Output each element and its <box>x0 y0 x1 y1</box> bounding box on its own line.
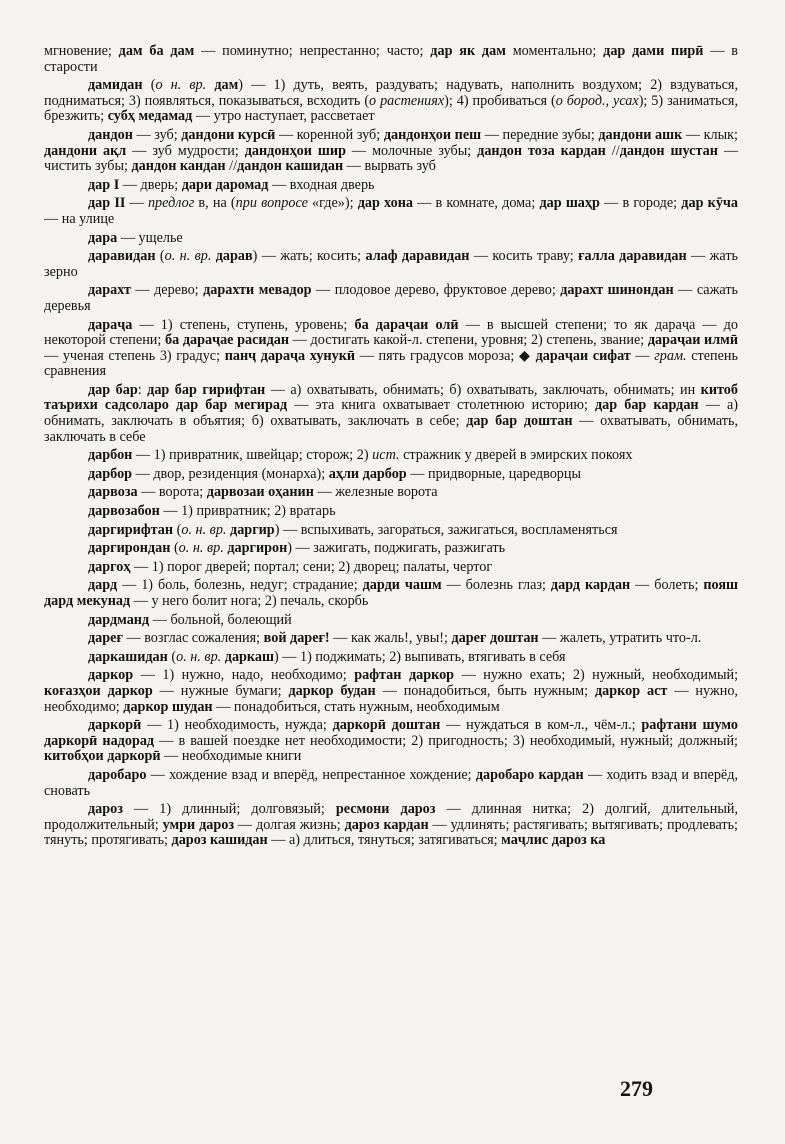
definition-text: — у него болит нога; 2) печаль, скорбь <box>130 593 369 609</box>
definition-text: — клык; <box>682 126 738 143</box>
definition-text: — больной, болеющий <box>149 611 292 628</box>
definition-text: — утро наступает, рассветает <box>192 108 375 125</box>
headword-text: дараҷа <box>88 316 133 333</box>
definition-text: — 1) длинный; долговязый; <box>122 801 336 818</box>
definition-text: // <box>225 158 238 175</box>
definition-text: — в высшей степени; то як дараҷа — до некоторой степени; <box>44 316 738 349</box>
definition-text: — ворота; <box>137 484 207 501</box>
headword-text: даравидан <box>88 248 156 265</box>
definition-text: — в городе; <box>599 195 682 212</box>
headword-text: даргирон <box>227 540 288 557</box>
definition-text: — понадобиться, быть нужным; <box>375 682 595 699</box>
definition-text: — поминутно; непрестанно; часто; <box>194 43 431 59</box>
headword-text: дард кардан <box>550 577 631 594</box>
definition-text: — вырвать зуб <box>343 158 436 175</box>
dictionary-entry <box>44 541 738 557</box>
headword-text: дарбор <box>88 465 133 482</box>
definition-text: ) — вспыхивать, загораться, зажигаться, воспламеняться <box>274 521 618 538</box>
headword-text: дарди чашм <box>362 577 442 594</box>
headword-text: ресмони дароз <box>335 801 436 818</box>
headword-text: дандони ашк <box>598 126 683 143</box>
headword-text: дареғ <box>88 630 123 647</box>
headword-text: маҷлис дароз ка <box>501 832 606 849</box>
dictionary-entry <box>44 802 738 849</box>
headword-text: коғазҳои даркор <box>44 682 153 699</box>
headword-text: дар шаҳр <box>539 195 600 212</box>
headword-text: дардманд <box>88 611 150 628</box>
dictionary-entry <box>44 668 738 715</box>
headword-text: дандон <box>88 126 133 143</box>
dictionary-entry <box>44 768 738 799</box>
headword-text: дамидан <box>88 77 143 94</box>
headword-text: дар I <box>88 176 120 193</box>
headword-text: ғалла даравидан <box>578 248 687 265</box>
definition-text: — удлинять; растягивать; вытягивать; продлевать; тянуть; протягивать; <box>44 816 738 849</box>
page-number: 279 <box>620 1076 653 1101</box>
definition-text: — чистить зубы; <box>44 142 739 175</box>
grammar-note: при вопросе <box>235 195 308 212</box>
headword-text: даргир <box>230 521 275 538</box>
headword-text: ба дараҷаи олӣ <box>354 316 459 333</box>
definition-text: степень сравнения <box>44 347 738 380</box>
headword-text: даркорӣ доштан <box>332 717 441 734</box>
dictionary-entry <box>44 249 738 280</box>
headword-text: рафтани шумо даркорӣ надорад <box>44 717 739 749</box>
headword-text: дандони ақл <box>44 142 127 159</box>
definition-text: — а) обнимать, заключать в объятия; б) охватывать, заключать в себе; <box>44 397 738 430</box>
headword-text: дараҷаи илмӣ <box>647 332 739 349</box>
headword-text: дарахти мевадор <box>203 282 312 299</box>
headword-text: дарав <box>215 248 253 265</box>
definition-text: ) — жать; косить; <box>252 248 366 265</box>
definition-text: — 1) привратник, швейцар; сторож; 2) <box>132 447 373 464</box>
definition-text: мгновение; <box>44 43 119 59</box>
dictionary-entry <box>44 196 738 227</box>
definition-text: — понадобиться, стать нужным, необходимым <box>212 698 500 715</box>
headword-text: субҳ медамад <box>107 108 193 125</box>
headword-text: дареғ доштан <box>451 630 539 647</box>
definition-text: ) — 1) дуть, веять, раздувать; надувать, наполнить воздухом; 2) вздуваться, подниматься; 3) появляться, показываться, всходить ( <box>44 77 739 109</box>
definition-text: моментально; <box>505 43 604 59</box>
definition-text: — 1) боль, болезнь, недуг; страдание; <box>117 577 363 594</box>
grammar-note: о бород., усах <box>555 92 639 109</box>
headword-text: дар бар <box>88 381 138 398</box>
definition-text: — дерево; <box>130 282 204 299</box>
dictionary-entry <box>44 231 738 247</box>
definition-text: — двор, резиденция (монарха); <box>132 465 329 482</box>
headword-text: дароз кардан <box>344 816 429 833</box>
headword-text: даробаро кардан <box>475 766 584 783</box>
headword-text: дандони курсӣ <box>181 126 276 143</box>
definition-text: — ущелье <box>117 229 183 246</box>
definition-text: — в старости <box>44 43 738 75</box>
definition-text: — долгая жизнь; <box>234 816 345 833</box>
definition-text: — длинная нитка; 2) долгий, длительный, продолжительный; <box>44 801 738 833</box>
headword-text: алаф даравидан <box>365 248 470 265</box>
headword-text: китоб таърихи садсоларо дар бар мегирад <box>44 381 738 414</box>
headword-text: рафтан даркор <box>354 667 455 684</box>
headword-text: дар хона <box>357 195 413 212</box>
definition-text: — входная дверь <box>268 176 375 193</box>
headword-text: китобҳои даркорӣ <box>44 748 161 765</box>
definition-text: — болезнь глаз; <box>441 577 551 594</box>
definition-text: — жать зерно <box>44 248 738 280</box>
definition-text: — 1) нужно, надо, необходимо; <box>133 667 355 684</box>
headword-text: дам ба дам <box>118 43 195 59</box>
headword-text: дарвоза <box>88 484 138 501</box>
definition-text: ( <box>155 248 165 265</box>
headword-text: дандон кандан <box>131 158 226 175</box>
definition-text: ); 4) пробиваться ( <box>444 92 556 109</box>
headword-text: дар дами пирӣ <box>603 43 704 59</box>
headword-text: дарахт шинондан <box>560 282 674 299</box>
dictionary-entry <box>44 485 738 501</box>
dictionary-entry <box>44 718 738 765</box>
headword-text: дандонҳои шир <box>244 142 346 159</box>
headword-text: дароз <box>88 801 123 818</box>
definition-text: — на улице <box>44 210 115 227</box>
headword-text: даркаш <box>224 648 274 665</box>
definition-text: — необходимые книги <box>160 748 302 765</box>
definition-text: — а) охватывать, обнимать; б) охватывать, заключать, обнимать; ин <box>265 381 701 398</box>
dictionary-entry <box>44 631 738 647</box>
headword-text: дард <box>88 577 118 594</box>
definition-text: — дверь; <box>119 176 182 193</box>
headword-text: дар бар доштан <box>466 413 573 430</box>
headword-text: дараҷаи сифат <box>535 347 631 364</box>
grammar-note: предлог <box>147 195 195 212</box>
dictionary-entry <box>44 467 738 483</box>
headword-text: дарахт <box>88 282 131 299</box>
definition-text: — достигать какой-л. степени, уровня; 2) степень, звание; <box>289 332 648 349</box>
definition-text: — 1) привратник; 2) вратарь <box>159 503 336 520</box>
definition-text: в, на ( <box>194 195 236 212</box>
definition-text: — ученая степень 3) градус; <box>44 347 225 364</box>
headword-text: пояш дард мекунад <box>44 577 738 609</box>
dictionary-entry <box>44 560 738 576</box>
definition-text: — <box>125 195 148 212</box>
headword-text: дандон шустан <box>619 142 718 159</box>
definition-text: — придворные, царедворцы <box>406 465 582 482</box>
headword-text: даркорӣ <box>88 717 142 734</box>
dictionary-entry <box>44 178 738 194</box>
definition-text: стражник у дверей в эмирских покоях <box>399 447 633 464</box>
dictionary-entry <box>44 613 738 629</box>
headword-text: дар як дам <box>430 43 506 59</box>
headword-text: дари даромад <box>181 176 269 193</box>
headword-text: дандон тоза кардан <box>477 142 606 159</box>
dictionary-entry <box>44 383 738 445</box>
headword-text: ба дараҷае расидан <box>164 332 290 349</box>
grammar-note: о. н. вр. <box>164 248 212 265</box>
definition-text: — как жаль!, увы!; <box>329 630 452 647</box>
grammar-note: о. н. вр. <box>181 521 227 538</box>
dictionary-entry <box>44 318 738 380</box>
definition-text: — нужно, необходимо; <box>44 682 738 715</box>
definition-text: — молочные зубы; <box>345 142 478 159</box>
definition-text: — 1) степень, ступень, уровень; <box>132 316 355 333</box>
grammar-note: о н. вр. <box>155 77 207 94</box>
definition-text: ) — зажигать, поджигать, разжигать <box>287 540 506 557</box>
definition-text: «где»); <box>307 195 358 212</box>
definition-text: — нуждаться в ком-л., чём-л.; <box>440 717 642 734</box>
headword-text: дароз кашидан <box>171 832 268 849</box>
definition-text: — возглас сожаления; <box>122 630 264 647</box>
dictionary-entry <box>44 448 738 464</box>
headword-text: даркор будан <box>288 682 376 699</box>
headword-text: даркор аст <box>594 682 668 699</box>
headword-text: дандон кашидан <box>237 158 344 175</box>
definition-text: — охватывать, обнимать, заключать в себе <box>44 413 738 445</box>
headword-text: дар бар кардан <box>595 397 699 414</box>
dictionary-entry <box>44 78 738 125</box>
definition-text: — зуб мудрости; <box>126 142 245 159</box>
headword-text: даргирондан <box>88 540 171 557</box>
definition-text: — железные ворота <box>313 484 438 501</box>
definition-text: // <box>605 142 620 159</box>
headword-text: аҳли дарбор <box>328 465 407 482</box>
definition-text: ); 5) заниматься, брезжить; <box>44 92 739 125</box>
dictionary-entry <box>44 504 738 520</box>
definition-text: — в комнате, дома; <box>412 195 540 212</box>
headword-text: дарвозаи оҳанин <box>206 484 314 501</box>
definition-text: — в вашей поездке нет необходимости; 2) пригодность; 3) необходимый, нужный; должный; <box>154 732 738 749</box>
definition-text: ( <box>173 521 182 538</box>
dictionary-entry <box>44 128 738 175</box>
definition-text: — зуб; <box>132 126 182 143</box>
headword-text: дандонҳои пеш <box>383 126 482 143</box>
headword-text: панҷ дараҷа хунукӣ <box>224 347 356 364</box>
definition-text: — пять градусов мороза; ◆ <box>355 347 536 364</box>
definition-text: ( <box>167 648 177 665</box>
headword-text: дар кӯча <box>681 195 739 212</box>
headword-text: дара <box>88 229 118 246</box>
grammar-note: о. н. вр. <box>176 648 222 665</box>
dictionary-entry <box>44 523 738 539</box>
grammar-note: ист. <box>372 447 400 464</box>
definition-text: — жалеть, утратить что-л. <box>538 630 702 647</box>
headword-text: вой дареғ! <box>263 630 330 647</box>
definition-text: — косить траву; <box>469 248 579 265</box>
definition-text: — передние зубы; <box>481 126 599 143</box>
definition-text: ( <box>142 77 156 94</box>
definition-text: — 1) необходимость, нужда; <box>141 717 333 734</box>
headword-text: даргоҳ <box>88 558 131 575</box>
definition-text: — а) длиться, тянуться; затягиваться; <box>267 832 502 849</box>
definition-text: — плодовое дерево, фруктовое дерево; <box>311 282 561 299</box>
headword-text: дам <box>214 77 239 94</box>
definition-text: — нужные бумаги; <box>152 682 289 699</box>
grammar-note: о. н. вр. <box>178 540 224 557</box>
definition-text: — коренной зуб; <box>275 126 384 143</box>
definition-text: — ходить взад и вперёд, сновать <box>44 766 738 799</box>
headword-text: даргирифтан <box>88 521 174 538</box>
dictionary-page <box>44 44 738 852</box>
definition-text: — хождение взад и вперёд, непрестанное хождение; <box>146 766 476 783</box>
headword-text: даркор шудан <box>123 698 213 715</box>
headword-text: умри дароз <box>162 816 235 833</box>
definition-text: — 1) порог дверей; портал; сени; 2) дворец; палаты, чертог <box>130 558 493 575</box>
dictionary-entry <box>44 578 738 609</box>
dictionary-entry <box>44 44 738 75</box>
definition-text: : <box>137 381 148 398</box>
headword-text: дар бар гирифтан <box>147 381 266 398</box>
grammar-note: о растениях <box>369 92 445 109</box>
definition-text: ) — 1) поджимать; 2) выпивать, втягивать в себя <box>273 648 566 665</box>
definition-text: — эта книга охватывает столетнюю историю; <box>287 397 595 414</box>
headword-text: даркор <box>88 667 134 684</box>
headword-text: даробаро <box>88 766 147 783</box>
definition-text: — <box>630 347 655 364</box>
definition-text: — сажать деревья <box>44 282 738 314</box>
headword-text: дарвозабон <box>88 503 160 520</box>
dictionary-entry <box>44 283 738 314</box>
headword-text: дарбон <box>88 447 133 464</box>
headword-text: даркашидан <box>88 648 168 665</box>
grammar-note: грам. <box>654 347 687 364</box>
definition-text: — болеть; <box>630 577 704 594</box>
definition-text: ( <box>170 540 179 557</box>
headword-text: дар II <box>88 195 126 212</box>
dictionary-entry <box>44 650 738 666</box>
definition-text: — нужно ехать; 2) нужный, необходимый; <box>454 667 739 684</box>
